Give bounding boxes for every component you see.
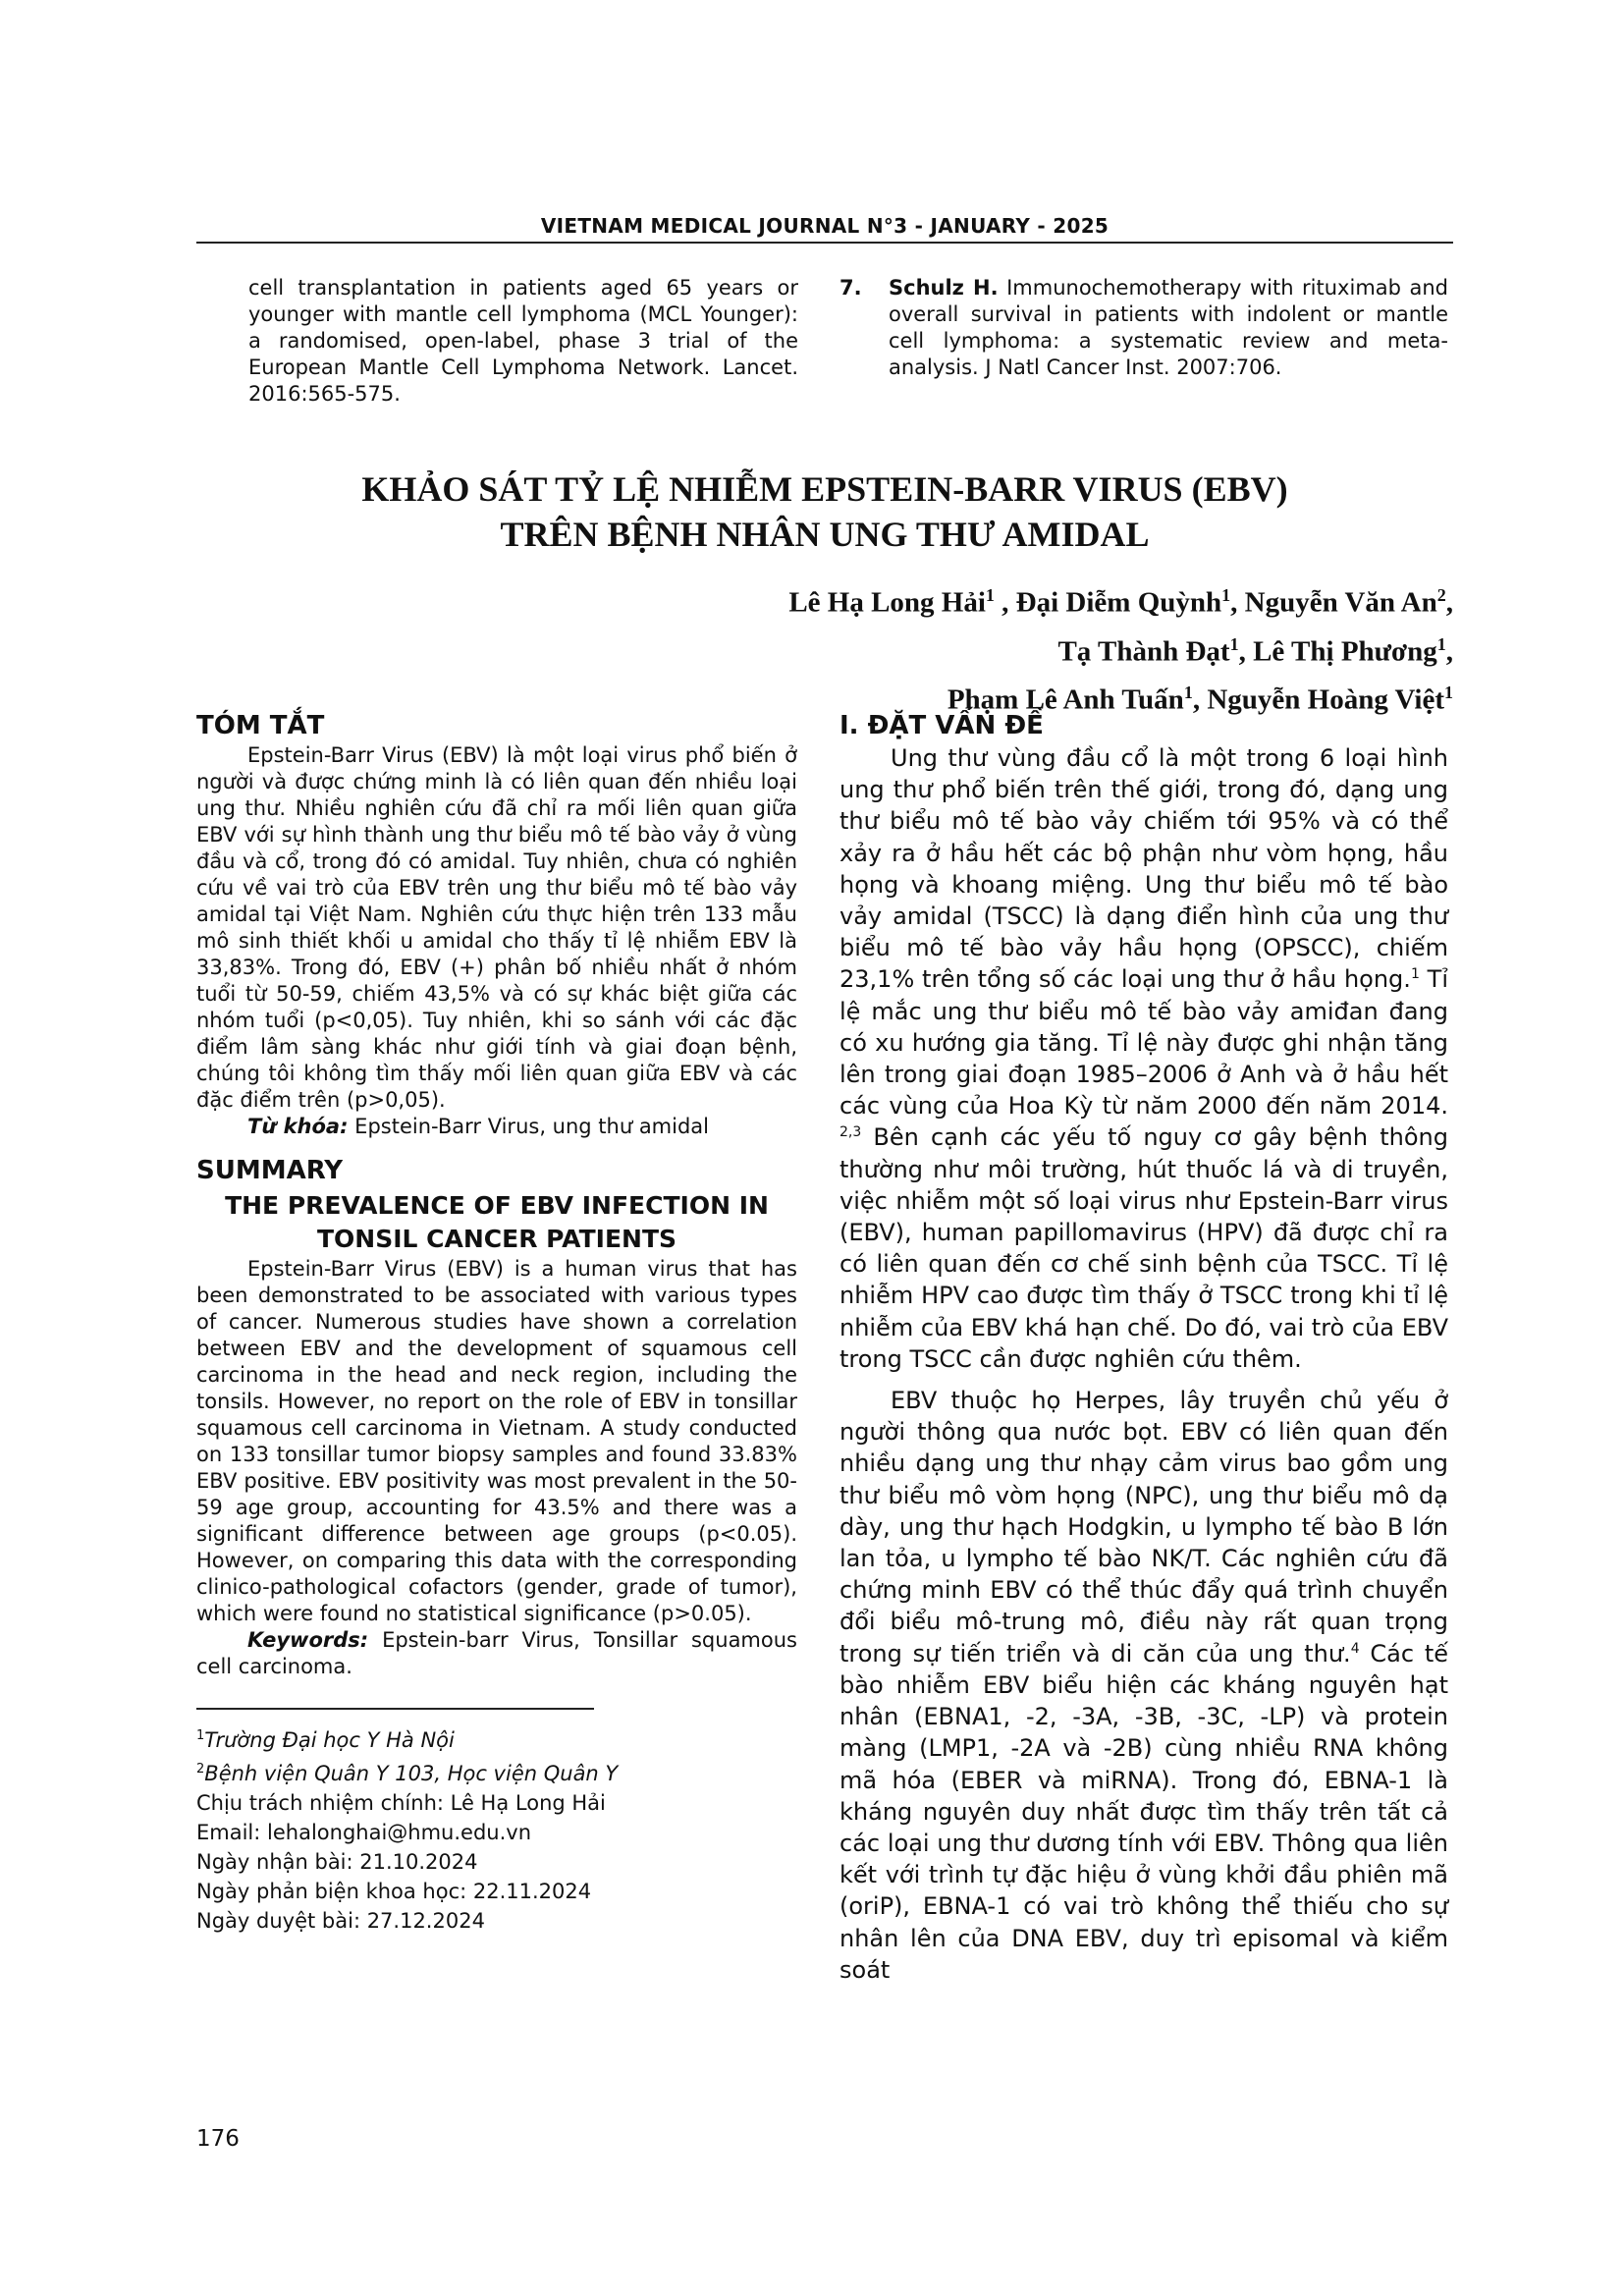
reference-author: Schulz H. <box>889 276 999 300</box>
keywords-text: Epstein-Barr Virus, ung thư amidal <box>348 1115 710 1138</box>
article-title <box>196 466 1453 557</box>
footnote-affiliation-2 <box>196 1755 797 1788</box>
affiliation-text: Bệnh viện Quân Y 103, Học viện Quân Y <box>204 1762 619 1785</box>
author-name: Phạm Lê Anh Tuấn <box>947 683 1184 716</box>
intro-paragraph-2 <box>839 1385 1448 1986</box>
author-line-1: Lê Hạ Long Hải$^1$ , Đại Diễm Quỳnh$^1$, Nguyễn Văn An$^2$, <box>788 585 1453 619</box>
summary-title <box>196 1189 797 1256</box>
header-rule <box>196 242 1453 244</box>
footnote-received: Ngày nhận bài: 21.10.2024 <box>196 1850 478 1874</box>
affiliation-text: Trường Đại học Y Hà Nội <box>204 1728 455 1752</box>
page-number: 176 <box>196 2126 240 2152</box>
citation: 1 <box>1410 966 1420 983</box>
running-header: VIETNAM MEDICAL JOURNAL N°3 - JANUARY - 2025 <box>540 214 1110 238</box>
summary-title-line-1: THE PREVALENCE OF EBV INFECTION IN <box>225 1191 769 1220</box>
author-affiliation: 1 <box>1444 683 1453 703</box>
summary-text: Epstein-Barr Virus (EBV) is a human virus that has been demonstrated to be associated with various types of cancer. Numerous studies have shown a correlation between EBV and the development of squamous cell carcinoma in the head and neck region, including the tonsils. However, no report on the role of EBV in tonsillar squamous cell carcinoma in Vietnam. A study conducted on 133 tonsillar tumor biopsy samples and found 33.83% EBV positive. EBV positivity was most prevalent in the 50-59 age group, accounting for 43.5% and there was a significant difference between age groups (p<0.05). However, on comparing this data with the corresponding clinico-pathological cofactors (gender, grade of tumor), which were found no statistical significance (p>0.05). <box>196 1257 797 1625</box>
footnote-email: Email: lehalonghai@hmu.edu.vn <box>196 1821 532 1844</box>
summary-keywords <box>196 1627 797 1680</box>
keywords-label: Keywords: <box>247 1628 369 1652</box>
keywords-text: Epstein-barr Virus, Tonsillar squamous cell carcinoma. <box>196 1628 797 1678</box>
article-title-line-1: KHẢO SÁT TỶ LỆ NHIỄM EPSTEIN-BARR VIRUS (EBV) <box>361 469 1288 509</box>
summary-title-line-2: TONSIL CANCER PATIENTS <box>316 1225 677 1253</box>
reference-number: 7. <box>839 276 862 300</box>
reference-7 <box>839 275 1448 381</box>
author-affiliation: 1 <box>1221 585 1231 605</box>
abstract-vi-keywords <box>196 1114 797 1140</box>
author-list <box>589 574 1453 721</box>
article-title-line-2: TRÊN BỆNH NHÂN UNG THƯ AMIDAL <box>500 515 1150 554</box>
author-affiliation: 2 <box>1436 585 1446 605</box>
citation: 4 <box>1350 1640 1360 1657</box>
left-column <box>196 709 797 1936</box>
footnote-rule <box>196 1708 594 1710</box>
right-column <box>839 709 1448 1986</box>
keywords-label: Từ khóa: <box>247 1115 349 1138</box>
author-line-2: Tạ Thành Đạt$^1$, Lê Thị Phương$^1$, <box>1057 633 1453 668</box>
abstract-vi-text: Epstein-Barr Virus (EBV) là một loại virus phổ biến ở người và được chứng minh là có liên quan đến nhiều loại ung thư. Nhiều nghiên cứu đã chỉ ra mối liên quan giữa EBV với sự hình thành ung thư biểu mô tế bào vảy ở vùng đầu và cổ, trong đó có amidal. Tuy nhiên, chưa có nghiên cứu về vai trò của EBV trên ung thư biểu mô tế bào vảy amidal tại Việt Nam. Nghiên cứu thực hiện trên 133 mẫu mô sinh thiết khối u amidal cho thấy tỉ lệ nhiễm EBV là 33,83%. Trong đó, EBV (+) phân bố nhiều nhất ở nhóm tuổi từ 50-59, chiếm 43,5% và có sự khác biệt giữa các nhóm tuổi (p<0,05). Tuy nhiên, khi so sánh với các đặc điểm lâm sàng khác như giới tính và giai đoạn bệnh, chúng tôi không tìm thấy mối liên quan giữa EBV và các đặc điểm trên (p>0,05). <box>196 743 797 1112</box>
author-name: Nguyễn Văn An <box>1244 586 1437 619</box>
footnote-mark: 1 <box>196 1728 205 1743</box>
intro-heading: I. ĐẶT VẤN ĐỀ <box>839 711 1044 740</box>
paragraph-text: Các tế bào nhiễm EBV biểu hiện các kháng nguyên hạt nhân (EBNA1, -2, -3A, -3B, -3C, -LP) và protein màng (LMP1, -2A và -2B) cùng nhiều RNA không mã hóa (EBER và miRNA). Trong đó, EBNA-1 là kháng nguyên duy nhất được tìm thấy trên tất cả các loại ung thư dương tính với EBV. Thông qua liên kết với trình tự đặc hiệu ở vùng khởi đầu phiên mã (oriP), EBNA-1 có vai trò không thể thiếu cho sự nhân lên của DNA EBV, duy trì episomal và kiểm soát <box>839 1639 1449 1984</box>
reference-text: Immunochemotherapy with rituximab and overall survival in patients with indolent or mantle cell lymphoma: a systematic review and meta-analysis. J Natl Cancer Inst. 2007:706. <box>889 276 1448 379</box>
author-affiliation: 1 <box>1229 633 1239 654</box>
author-affiliation: 1 <box>1436 633 1446 654</box>
summary-heading: SUMMARY <box>196 1156 344 1185</box>
author-name: Lê Thị Phương <box>1253 635 1437 668</box>
author-name: Đại Diễm Quỳnh <box>1015 586 1222 619</box>
reference-body <box>889 275 1448 381</box>
author-affiliation: 1 <box>1183 683 1193 703</box>
footnote-affiliation-1 <box>196 1722 797 1755</box>
intro-paragraph-1 <box>839 742 1448 1375</box>
footnote-accepted: Ngày duyệt bài: 27.12.2024 <box>196 1909 485 1933</box>
footnote-corresponding: Chịu trách nhiệm chính: Lê Hạ Long Hải <box>196 1791 606 1815</box>
author-name: Lê Hạ Long Hải <box>788 586 986 619</box>
paragraph-text: Ung thư vùng đầu cổ là một trong 6 loại hình ung thư phổ biến trên thế giới, trong đó, dạng ung thư biểu mô tế bào vảy chiếm tới 95% và có thể xảy ra ở hầu hết các bộ phận như vòm họng, hầu họng và khoang miệng. Ung thư biểu mô tế bào vảy amidal (TSCC) là dạng điển hình của ung thư biểu mô tế bào vảy hầu họng (OPSCC), chiếm 23,1% trên tổng số các loại ung thư ở hầu họng. <box>839 744 1448 994</box>
abstract-vi-heading: TÓM TẮT <box>196 711 325 740</box>
author-line-3: Phạm Lê Anh Tuấn$^1$, Nguyễn Hoàng Việt$^1$ <box>947 683 1453 716</box>
author-affiliation: 1 <box>985 585 995 605</box>
citation: 2,3 <box>839 1124 862 1141</box>
paragraph-text: Bên cạnh các yếu tố nguy cơ gây bệnh thông thường như môi trường, hút thuốc lá và di truyền, việc nhiễm một số loại virus như Epstein-Barr virus (EBV), human papillomavirus (HPV) đã được chỉ ra có liên quan đến cơ chế sinh bệnh của TSCC. Tỉ lệ nhiễm HPV cao được tìm thấy ở TSCC trong khi tỉ lệ nhiễm của EBV khá hạn chế. Do đó, vai trò của EBV trong TSCC cần được nghiên cứu thêm. <box>839 1123 1448 1373</box>
author-name: Tạ Thành Đạt <box>1057 635 1230 668</box>
paragraph-text: EBV thuộc họ Herpes, lây truyền chủ yếu ở người thông qua nước bọt. EBV có liên quan đến nhiều dạng ung thư nhạy cảm virus bao gồm ung thư biểu mô vòm họng (NPC), ung thư biểu mô dạ dày, ung thư hạch Hodgkin, u lympho tế bào B lớn lan tỏa, u lympho tế bào NK/T. Các nghiên cứu đã chứng minh EBV có thể thúc đẩy quá trình chuyển đổi biểu mô-trung mô, điều này rất quan trọng trong sự tiến triển và di căn của ung thư. <box>839 1387 1448 1667</box>
reference-continuation: cell transplantation in patients aged 65 years or younger with mantle cell lymphoma (MCL Younger): a randomised, open-label, phase 3 trial of the European Mantle Cell Lymphoma Network. Lancet. 2016:565-575. <box>248 276 798 406</box>
paragraph-text: Tỉ lệ mắc ung thư biểu mô tế bào vảy amiđan đang có xu hướng gia tăng. Tỉ lệ này được ghi nhận tăng lên trong giai đoạn 1985–2006 ở Anh và ở hầu hết các vùng của Hoa Kỳ từ năm 2000 đến năm 2014. <box>839 965 1449 1121</box>
author-name: Nguyễn Hoàng Việt <box>1207 683 1444 716</box>
footnote-reviewed: Ngày phản biện khoa học: 22.11.2024 <box>196 1880 592 1903</box>
footnote-mark: 2 <box>196 1762 205 1777</box>
